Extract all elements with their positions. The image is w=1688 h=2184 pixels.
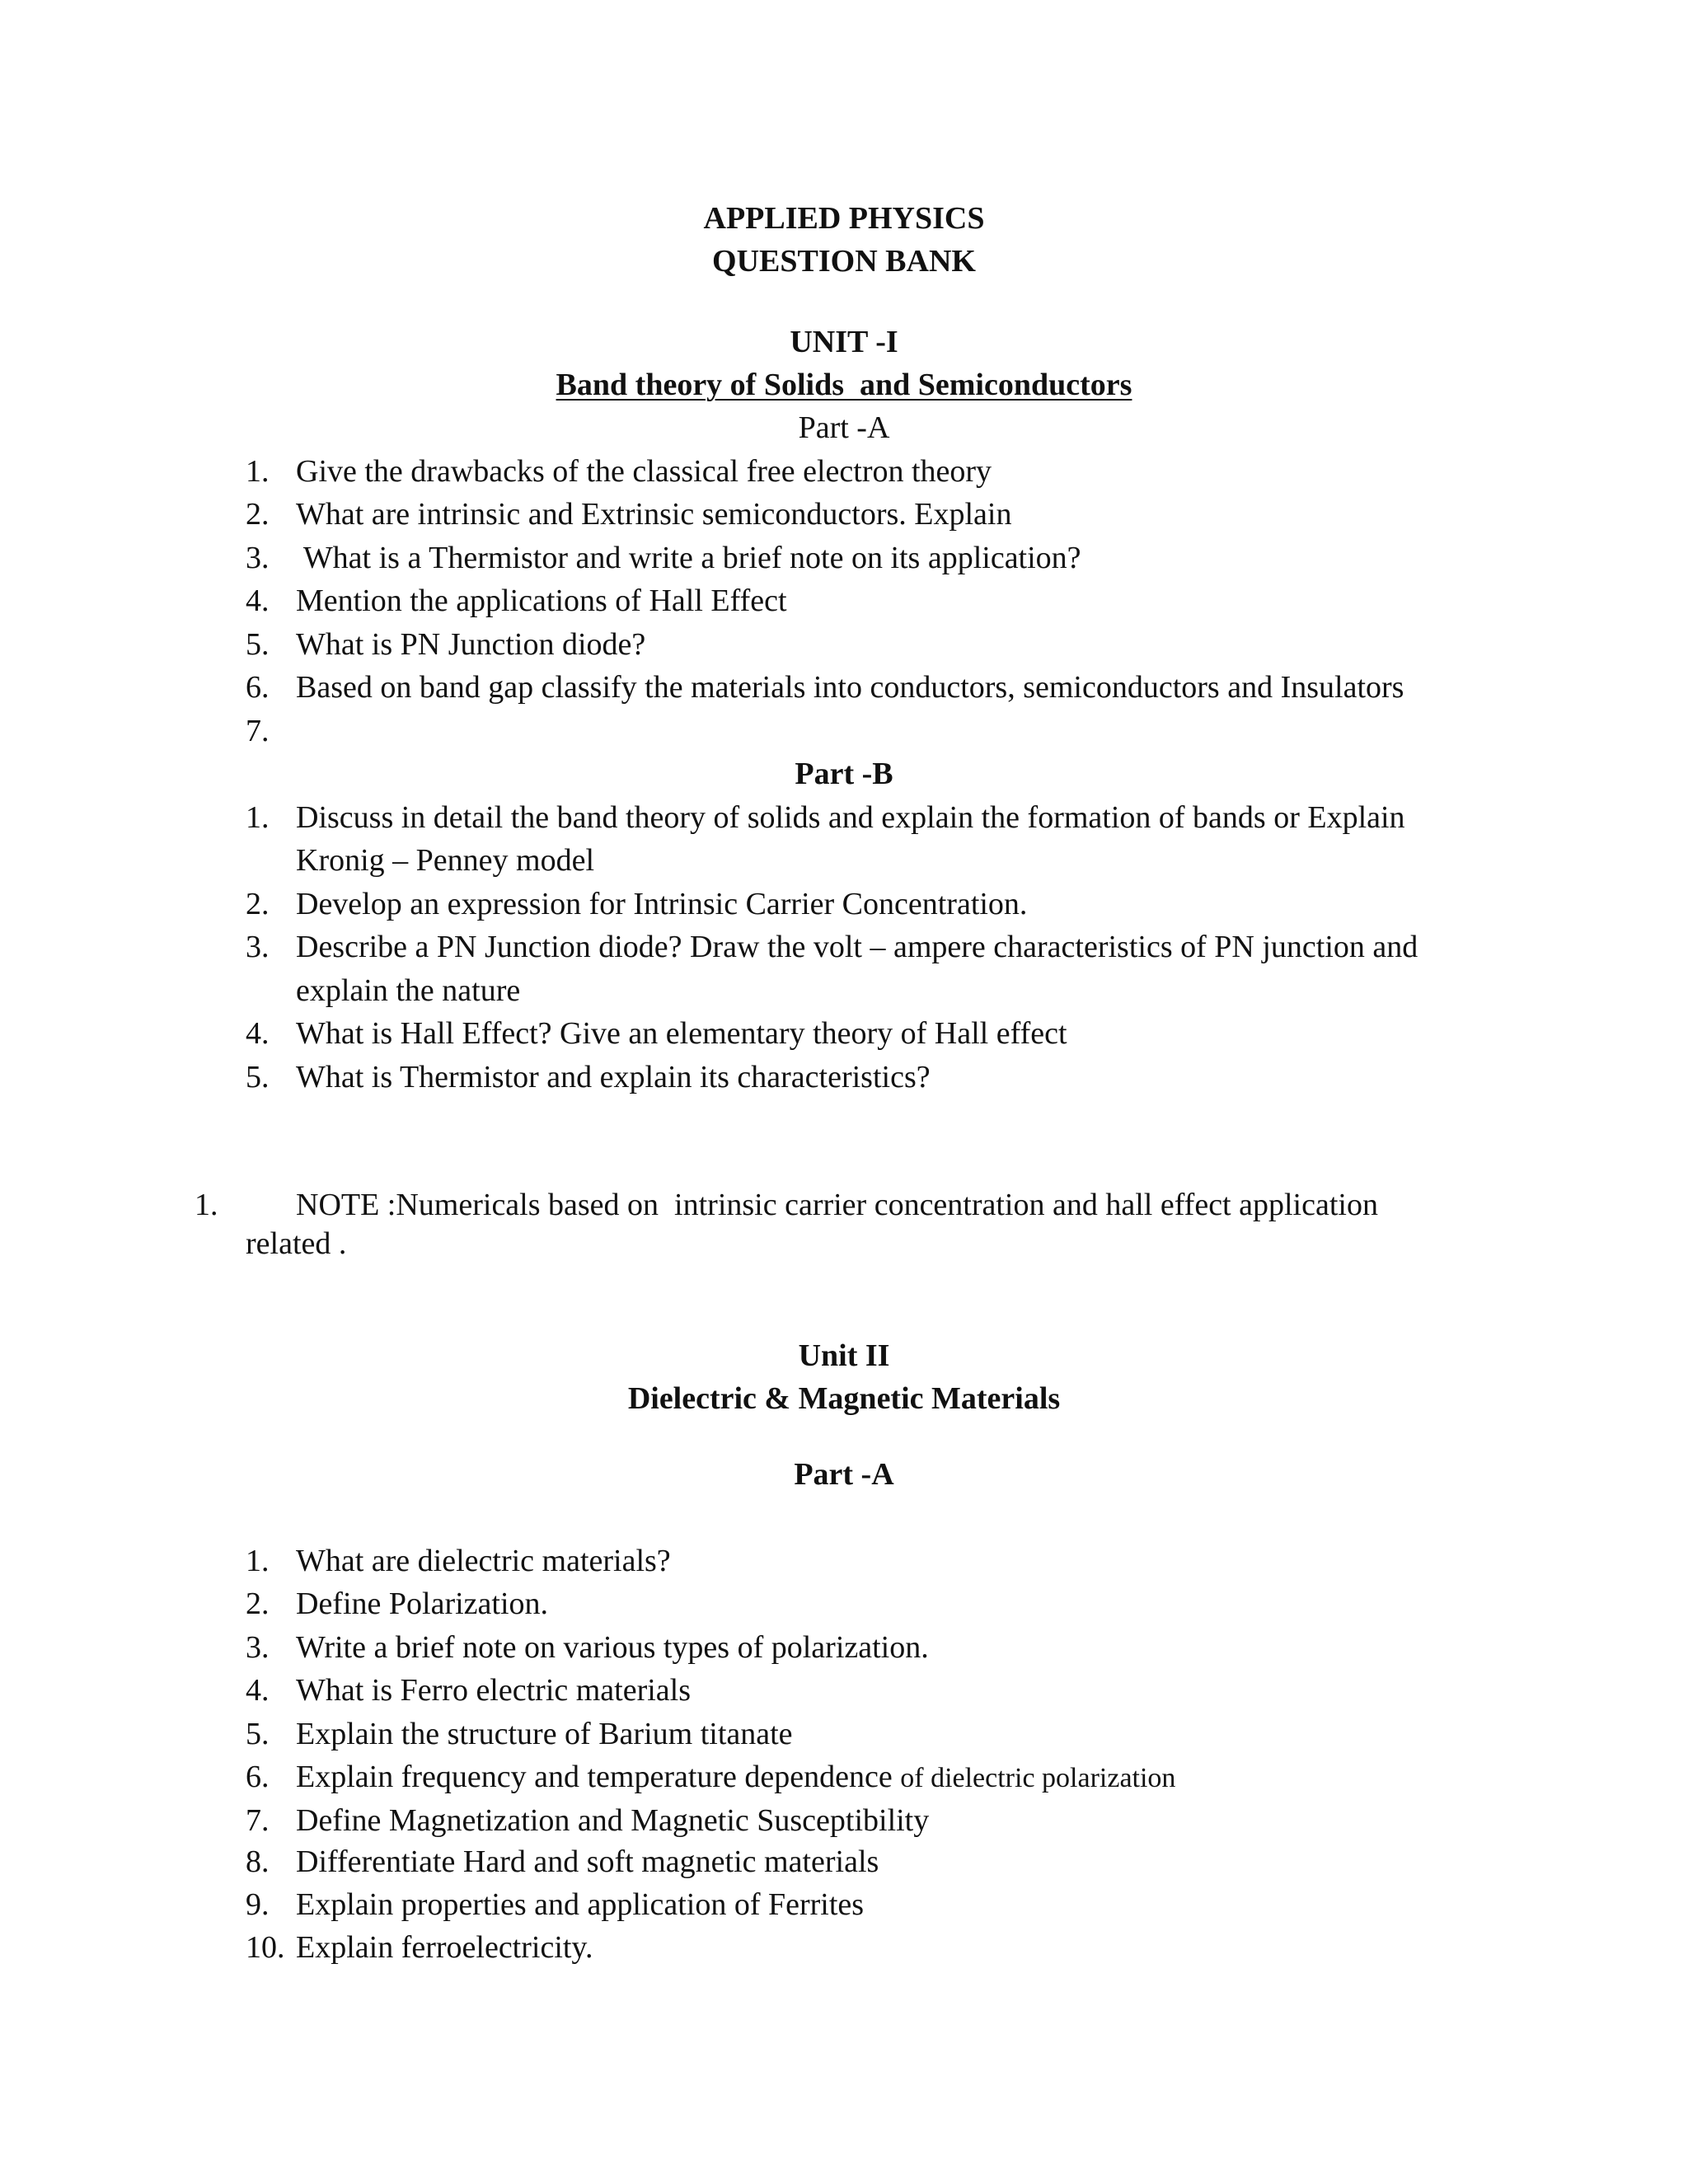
unit2-partA-label: Part -A [794,1457,894,1492]
item-text: What is Ferro electric materials [296,1673,692,1708]
item-number: 1. [246,1544,270,1578]
item-number: 1. [246,800,270,835]
note-continuation: related . [246,1226,347,1261]
item-text: Explain the structure of Barium titanate [296,1717,793,1751]
item-continuation: Kronig – Penney model [296,843,595,878]
item-number: 4. [246,1673,270,1708]
item-continuation: explain the nature [296,973,521,1008]
item-number: 2. [246,887,270,921]
item-text: What are dielectric materials? [296,1544,671,1578]
unit1-partA-label: Part -A [798,410,890,445]
item-text: What is Thermistor and explain its characteristics? [296,1060,931,1094]
note-text: NOTE :Numericals based on intrinsic carrier concentration and hall effect application [296,1188,1378,1222]
item-text: Give the drawbacks of the classical free electron theory [296,454,992,489]
item-text: Describe a PN Junction diode? Draw the volt – ampere characteristics of PN junction and [296,930,1418,964]
item-number: 9. [246,1887,270,1922]
item-text: Explain ferroelectricity. [296,1930,593,1965]
item-number: 2. [246,497,270,532]
item-number: 5. [246,1717,270,1751]
document-title: APPLIED PHYSICS [703,201,985,236]
item-text: Mention the applications of Hall Effect [296,583,787,618]
item-text [296,1761,1175,1793]
unit1-heading: UNIT -I [790,325,898,359]
unit1-topic [0,369,1688,401]
item-text: Differentiate Hard and soft magnetic materials [296,1844,879,1879]
item-text: Define Magnetization and Magnetic Susceptibility [296,1803,930,1838]
item-text: Based on band gap classify the materials into conductors, semiconductors and Insulators [296,670,1404,705]
item-number: 7. [246,1803,270,1838]
item-text-small: of dielectric polarization [900,1763,1176,1793]
item-number: 5. [246,1060,270,1094]
item-text: Develop an expression for Intrinsic Carrier Concentration. [296,887,1028,921]
item-number: 10. [246,1930,285,1965]
item-text: What is Hall Effect? Give an elementary theory of Hall effect [296,1016,1067,1051]
unit1-partB-label: Part -B [795,757,893,791]
item-text: What are intrinsic and Extrinsic semiconductors. Explain [296,497,1012,532]
item-number: 3. [246,541,270,575]
note-number: 1. [195,1188,218,1222]
item-number: 3. [246,1630,270,1665]
unit2-heading: Unit II [798,1338,890,1373]
item-text: Discuss in detail the band theory of solids and explain the formation of bands or Explain [296,800,1405,835]
unit2-topic: Dielectric & Magnetic Materials [627,1381,1061,1416]
item-number: 1. [246,454,270,489]
unit1-topic-text: Band theory of Solids and Semiconductors [556,368,1132,402]
item-number: 5. [246,627,270,662]
item-text: Write a brief note on various types of polarization. [296,1630,929,1665]
item-text-main: Explain frequency and temperature dependence [296,1760,893,1794]
item-number: 7. [246,714,270,748]
item-text: What is a Thermistor and write a brief note on its application? [296,541,1081,575]
document-subtitle: QUESTION BANK [712,244,976,279]
item-number: 4. [246,1016,270,1051]
item-text: What is PN Junction diode? [296,627,646,662]
item-number: 2. [246,1586,270,1621]
item-number: 4. [246,583,270,618]
item-text: Explain properties and application of Ferrites [296,1887,865,1922]
item-text: Define Polarization. [296,1586,549,1621]
item-number: 6. [246,670,270,705]
item-number: 3. [246,930,270,964]
item-number: 8. [246,1844,270,1879]
item-number: 6. [246,1760,270,1794]
